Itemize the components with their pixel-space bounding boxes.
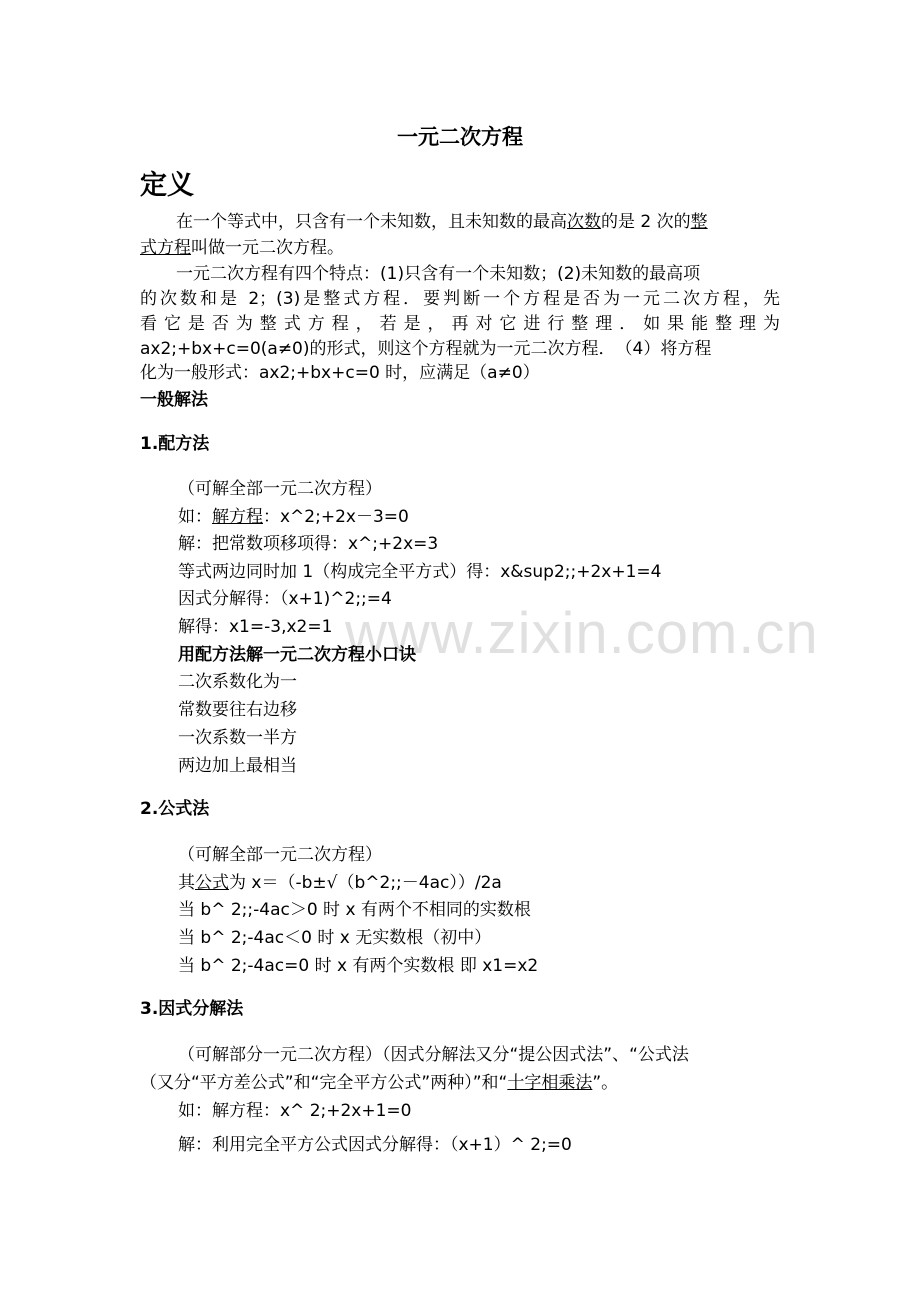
method1-step2: 等式两边同时加 1（构成完全平方式）得：x&sup2;;+2x+1=4 [178,562,662,582]
features-line-4: ax2;+bx+c=0(a≠0)的形式，则这个方程就为一元二次方程． （4）将方程 [140,339,712,359]
rhyme-line: 一次系数一半方 [178,728,297,748]
link-zhengshi-fangcheng-cont[interactable]: 式方程 [140,238,191,258]
watermark: www.zixin.com.cn [345,601,819,666]
general-methods-heading: 一般解法 [140,390,208,410]
link-gongshi[interactable]: 公式 [195,873,229,893]
method3-paragraph-line1: （可解部分一元二次方程）（因式分解法又分“提公因式法”、“公式法 [178,1045,689,1065]
link-shizi-xiangcheng[interactable]: 十字相乘法 [507,1073,593,1093]
method1-step4: 解得：x1=-3,x2=1 [178,617,333,637]
rhyme-title: 用配方法解一元二次方程小口诀 [178,645,416,665]
method1-step1: 解：把常数项移项得：x^;+2x=3 [178,534,439,554]
method1-heading: 1.配方法 [140,434,210,454]
text-span: 为 x＝（-b±√（b^2;;－4ac））/2a [229,873,502,893]
features-line-2: 的次数和是 2；(3)是整式方程．要判断一个方程是否为一元二次方程，先 [140,289,780,309]
method3-solution: 解：利用完全平方公式因式分解得：（x+1）^ 2;=0 [178,1135,572,1155]
text-span: 的是 2 次的 [601,212,691,232]
text-span: ”。 [592,1073,619,1093]
method1-step3: 因式分解得：（x+1)^2;;=4 [178,589,392,609]
method3-example: 如：解方程：x^ 2;+2x+1=0 [178,1101,412,1121]
rhyme-line: 常数要往右边移 [178,700,297,720]
definition-paragraph-line [176,210,708,234]
method2-case1: 当 b^ 2;;-4ac＞0 时 x 有两个不相同的实数根 [178,900,531,920]
text-span: 如： [178,507,212,527]
method3-heading: 3.因式分解法 [140,999,244,1019]
method1-example [178,505,409,529]
link-jie-fangcheng[interactable]: 解方程 [212,507,263,527]
text-span: 在一个等式中，只含有一个未知数，且未知数的最高 [176,212,567,232]
link-cishu[interactable]: 次数 [567,212,601,232]
rhyme-line: 二次系数化为一 [178,672,297,692]
page-title: 一元二次方程 [397,125,523,149]
definition-heading: 定义 [140,170,194,201]
features-line-5: 化为一般形式：ax2;+bx+c=0 时，应满足（a≠0） [140,363,540,383]
method1-note: （可解全部一元二次方程） [178,479,382,499]
method2-formula [178,871,502,895]
link-zhengshi-fangcheng[interactable]: 整 [690,212,708,232]
text-span: ：x^2;+2x－3=0 [263,507,409,527]
text-span: 叫做一元二次方程。 [191,238,344,258]
rhyme-line: 两边加上最相当 [178,756,297,776]
method2-case2: 当 b^ 2;-4ac＜0 时 x 无实数根（初中） [178,928,492,948]
text-span: （又分“平方差公式”和“完全平方公式”两种）”和“ [140,1073,508,1093]
text-span: 其 [178,873,195,893]
definition-paragraph-line [140,236,344,260]
method2-case3: 当 b^ 2;-4ac=0 时 x 有两个实数根 即 x1=x2 [178,956,539,976]
method2-note: （可解全部一元二次方程） [178,845,382,865]
features-line-3: 看它是否为整式方程，若是，再对它进行整理．如果能整理为 [140,314,780,334]
features-line-1: 一元二次方程有四个特点：(1)只含有一个未知数；(2)未知数的最高项 [176,264,701,284]
method2-heading: 2.公式法 [140,799,210,819]
method3-paragraph-line2 [140,1071,618,1095]
